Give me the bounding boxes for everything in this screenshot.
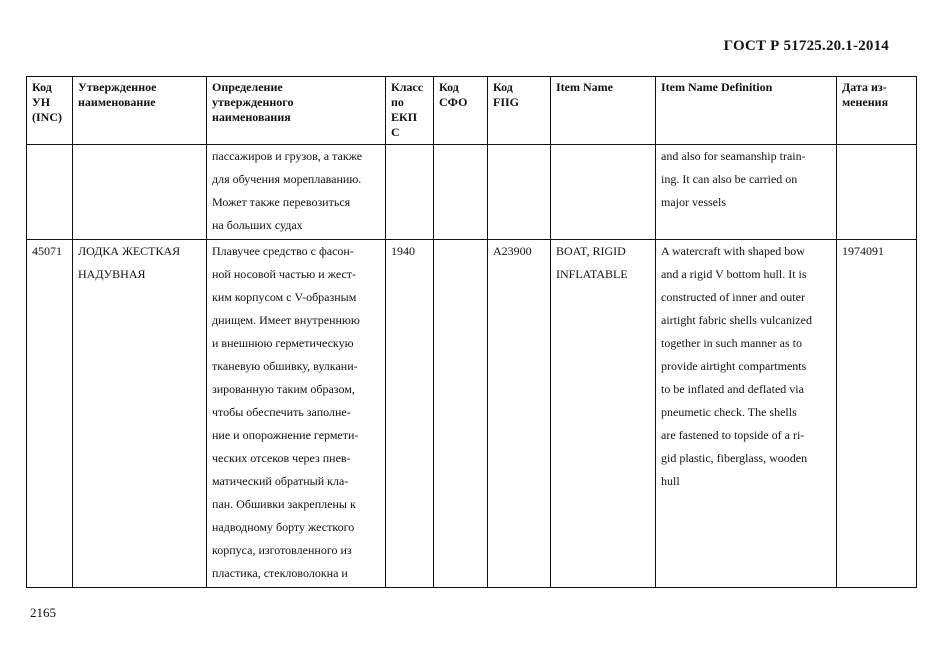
- column-header-approved-name: Утвержденное наименование: [73, 77, 207, 145]
- cell-item-name: [551, 145, 656, 240]
- column-header-change-date: Дата из- менения: [837, 77, 917, 145]
- cell-change-date: 1974091: [837, 240, 917, 588]
- cell-inc: 45071: [27, 240, 73, 588]
- cell-sfo: [434, 145, 488, 240]
- column-header-item-name: Item Name: [551, 77, 656, 145]
- column-header-class: Класс по ЕКП С: [386, 77, 434, 145]
- page-number: 2165: [30, 605, 56, 620]
- items-table: [26, 76, 917, 588]
- column-header-inc: Код УН (INC): [27, 77, 73, 145]
- column-header-item-definition: Item Name Definition: [656, 77, 837, 145]
- column-header-definition: Определение утвержденного наименования: [207, 77, 386, 145]
- cell-approved-name: ЛОДКА ЖЕСТКАЯ НАДУВНАЯ: [73, 240, 207, 588]
- table-row: [27, 240, 917, 588]
- cell-class: 1940: [386, 240, 434, 588]
- cell-approved-name: [73, 145, 207, 240]
- document-code: ГОСТ Р 51725.20.1-2014: [723, 38, 889, 54]
- cell-sfo: [434, 240, 488, 588]
- cell-item-definition: and also for seamanship train- ing. It can also be carried on major vessels: [656, 145, 837, 240]
- cell-definition: пассажиров и грузов, а также для обучения мореплаванию. Может также перевозиться на больших судах: [207, 145, 386, 240]
- cell-item-definition: A watercraft with shaped bow and a rigid V bottom hull. It is constructed of inner and outer airtight fabric shells vulcanized together in such manner as to provide airtight compartments to be inflated and deflated via pneumetic check. The shells are fastened to topside of a ri- gid plastic, fiberglass, wooden hull: [656, 240, 837, 588]
- cell-fiig: A23900: [488, 240, 551, 588]
- cell-item-name: BOAT, RIGID INFLATABLE: [551, 240, 656, 588]
- cell-inc: [27, 145, 73, 240]
- column-header-sfo: Код СФО: [434, 77, 488, 145]
- table-row: [27, 145, 917, 240]
- cell-definition: Плавучее средство с фасон- ной носовой частью и жест- ким корпусом с V-образным днищем. Имеет внутреннюю и внешнюю герметическую тканевую обшивку, вулкани- зированную таким образом, чтобы обеспечить заполне- ние и опорожнение гермети- ческих отсеков через пнев- матический обратный кла- пан. Обшивки закреплены к надводному борту жесткого корпуса, изготовленного из пластика, стекловолокна и: [207, 240, 386, 588]
- table-header-row: [27, 77, 917, 145]
- column-header-fiig: Код FIIG: [488, 77, 551, 145]
- cell-change-date: [837, 145, 917, 240]
- cell-fiig: [488, 145, 551, 240]
- cell-class: [386, 145, 434, 240]
